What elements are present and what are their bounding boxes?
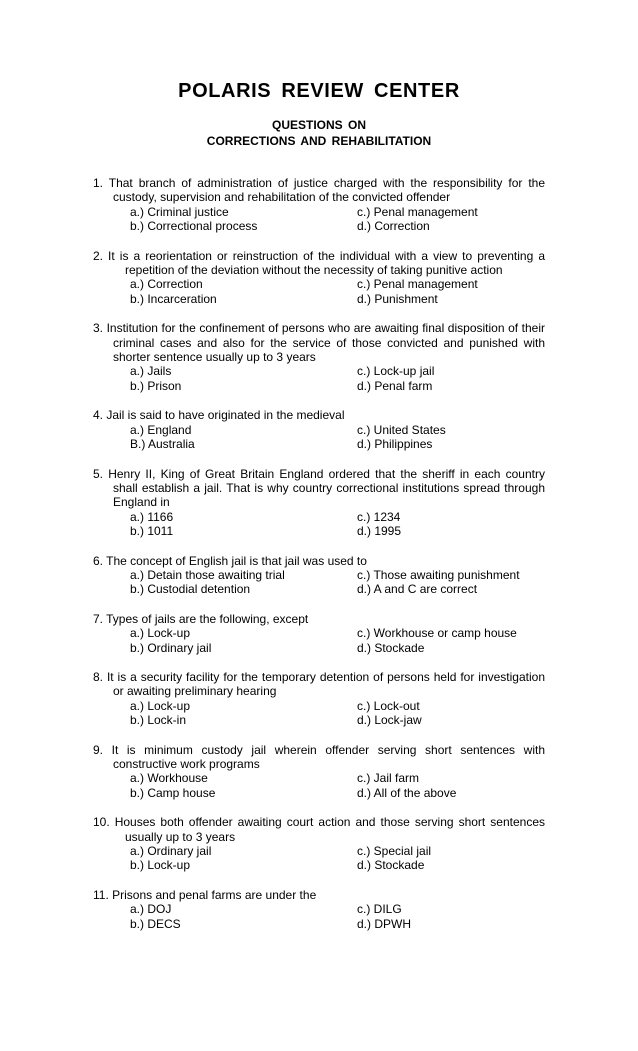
- question-8: [93, 670, 545, 728]
- option-c: c.) Penal management: [357, 204, 478, 219]
- question-4: [93, 408, 545, 451]
- question-10: [93, 815, 545, 873]
- question-6: [93, 554, 545, 597]
- question-list: [93, 176, 545, 946]
- option-b: b.) Camp house: [130, 785, 216, 800]
- answer-options: [93, 699, 545, 728]
- option-d: d.) Stockade: [357, 640, 425, 655]
- option-c: c.) 1234: [357, 509, 401, 524]
- option-b: B.) Australia: [130, 437, 195, 452]
- option-b: b.) Custodial detention: [130, 582, 251, 597]
- question-stem: 10. Houses both offender awaiting court action and those serving short sentences usually up to 3 years: [93, 815, 545, 844]
- option-b: b.) Lock-up: [130, 858, 191, 873]
- question-2: [93, 249, 545, 307]
- question-11: [93, 888, 545, 931]
- option-b: b.) Ordinary jail: [130, 640, 212, 655]
- answer-options: [93, 423, 545, 452]
- option-d: d.) Stockade: [357, 858, 425, 873]
- question-stem: 5. Henry II, King of Great Britain England ordered that the sheriff in each country shall establish a jail. That is why country correctional institutions spread through England in: [93, 466, 545, 510]
- option-c: c.) Lock-up jail: [357, 364, 435, 379]
- option-c: c.) Penal management: [357, 277, 478, 292]
- question-stem: 4. Jail is said to have originated in the medieval: [93, 408, 345, 423]
- option-a: a.) England: [130, 422, 192, 437]
- option-a: a.) Ordinary jail: [130, 844, 212, 859]
- option-d: d.) 1995: [357, 524, 402, 539]
- question-stem: 3. Institution for the confinement of persons who are awaiting final disposition of their criminal cases and also for the service of those convicted and punished with shorter sentence usually up to 3 years: [93, 321, 545, 365]
- option-d: d.) A and C are correct: [357, 582, 478, 597]
- answer-options: [93, 364, 545, 393]
- option-b: b.) Incarceration: [130, 291, 217, 306]
- option-d: d.) Punishment: [357, 291, 438, 306]
- option-d: d.) Lock-jaw: [357, 713, 422, 728]
- page-title: POLARIS REVIEW CENTER: [178, 80, 460, 102]
- option-a: a.) 1166: [130, 509, 174, 524]
- answer-options: [93, 277, 545, 306]
- question-7: [93, 612, 545, 655]
- option-b: b.) DECS: [130, 916, 181, 931]
- option-b: b.) Lock-in: [130, 713, 187, 728]
- option-d: d.) Philippines: [357, 437, 433, 452]
- option-b: b.) 1011: [130, 524, 174, 539]
- option-d: d.) Penal farm: [357, 378, 433, 393]
- question-5: [93, 467, 545, 539]
- option-d: d.) All of the above: [357, 785, 457, 800]
- option-c: c.) United States: [357, 422, 446, 437]
- option-a: a.) Lock-up: [130, 698, 191, 713]
- question-3: [93, 321, 545, 393]
- answer-options: [93, 902, 545, 931]
- question-stem: 9. It is minimum custody jail wherein offender serving short sentences with constructive work programs: [93, 742, 545, 771]
- answer-options: [93, 626, 545, 655]
- option-c: c.) Lock-out: [357, 698, 420, 713]
- option-a: a.) Workhouse: [130, 771, 208, 786]
- subtitle-questions-on: QUESTIONS ON: [271, 118, 366, 132]
- question-stem: 1. That branch of administration of justice charged with the responsibility for the custody, supervision and rehabilitation of the convicted offender: [93, 176, 545, 205]
- subtitle-topic: CORRECTIONS AND REHABILITATION: [206, 134, 432, 148]
- option-b: b.) Prison: [130, 378, 182, 393]
- option-a: a.) Jails: [130, 364, 172, 379]
- question-1: [93, 176, 545, 234]
- question-stem: 6. The concept of English jail is that jail was used to: [93, 553, 367, 568]
- option-c: c.) Special jail: [357, 844, 432, 859]
- answer-options: [93, 205, 545, 234]
- question-stem: 11. Prisons and penal farms are under the: [93, 887, 317, 902]
- question-stem: 2. It is a reorientation or reinstruction of the individual with a view to preventing a repetition of the deviation without the necessity of taking punitive action: [93, 248, 545, 278]
- option-c: c.) DILG: [357, 902, 402, 917]
- option-b: b.) Correctional process: [130, 219, 258, 234]
- question-stem: 7. Types of jails are the following, except: [93, 611, 309, 626]
- option-a: a.) Correction: [130, 277, 203, 292]
- option-a: a.) Detain those awaiting trial: [130, 567, 285, 582]
- question-stem: 8. It is a security facility for the temporary detention of persons held for investigation or awaiting preliminary hearing: [93, 669, 545, 699]
- answer-options: [93, 844, 545, 873]
- option-c: c.) Those awaiting punishment: [357, 567, 520, 582]
- question-9: [93, 743, 545, 801]
- answer-options: [93, 771, 545, 800]
- option-d: d.) DPWH: [357, 916, 411, 931]
- option-a: a.) Lock-up: [130, 626, 191, 641]
- option-a: a.) Criminal justice: [130, 204, 229, 219]
- answer-options: [93, 510, 545, 539]
- option-c: c.) Workhouse or camp house: [357, 626, 517, 641]
- answer-options: [93, 568, 545, 597]
- option-a: a.) DOJ: [130, 902, 172, 917]
- option-c: c.) Jail farm: [357, 771, 420, 786]
- option-d: d.) Correction: [357, 219, 430, 234]
